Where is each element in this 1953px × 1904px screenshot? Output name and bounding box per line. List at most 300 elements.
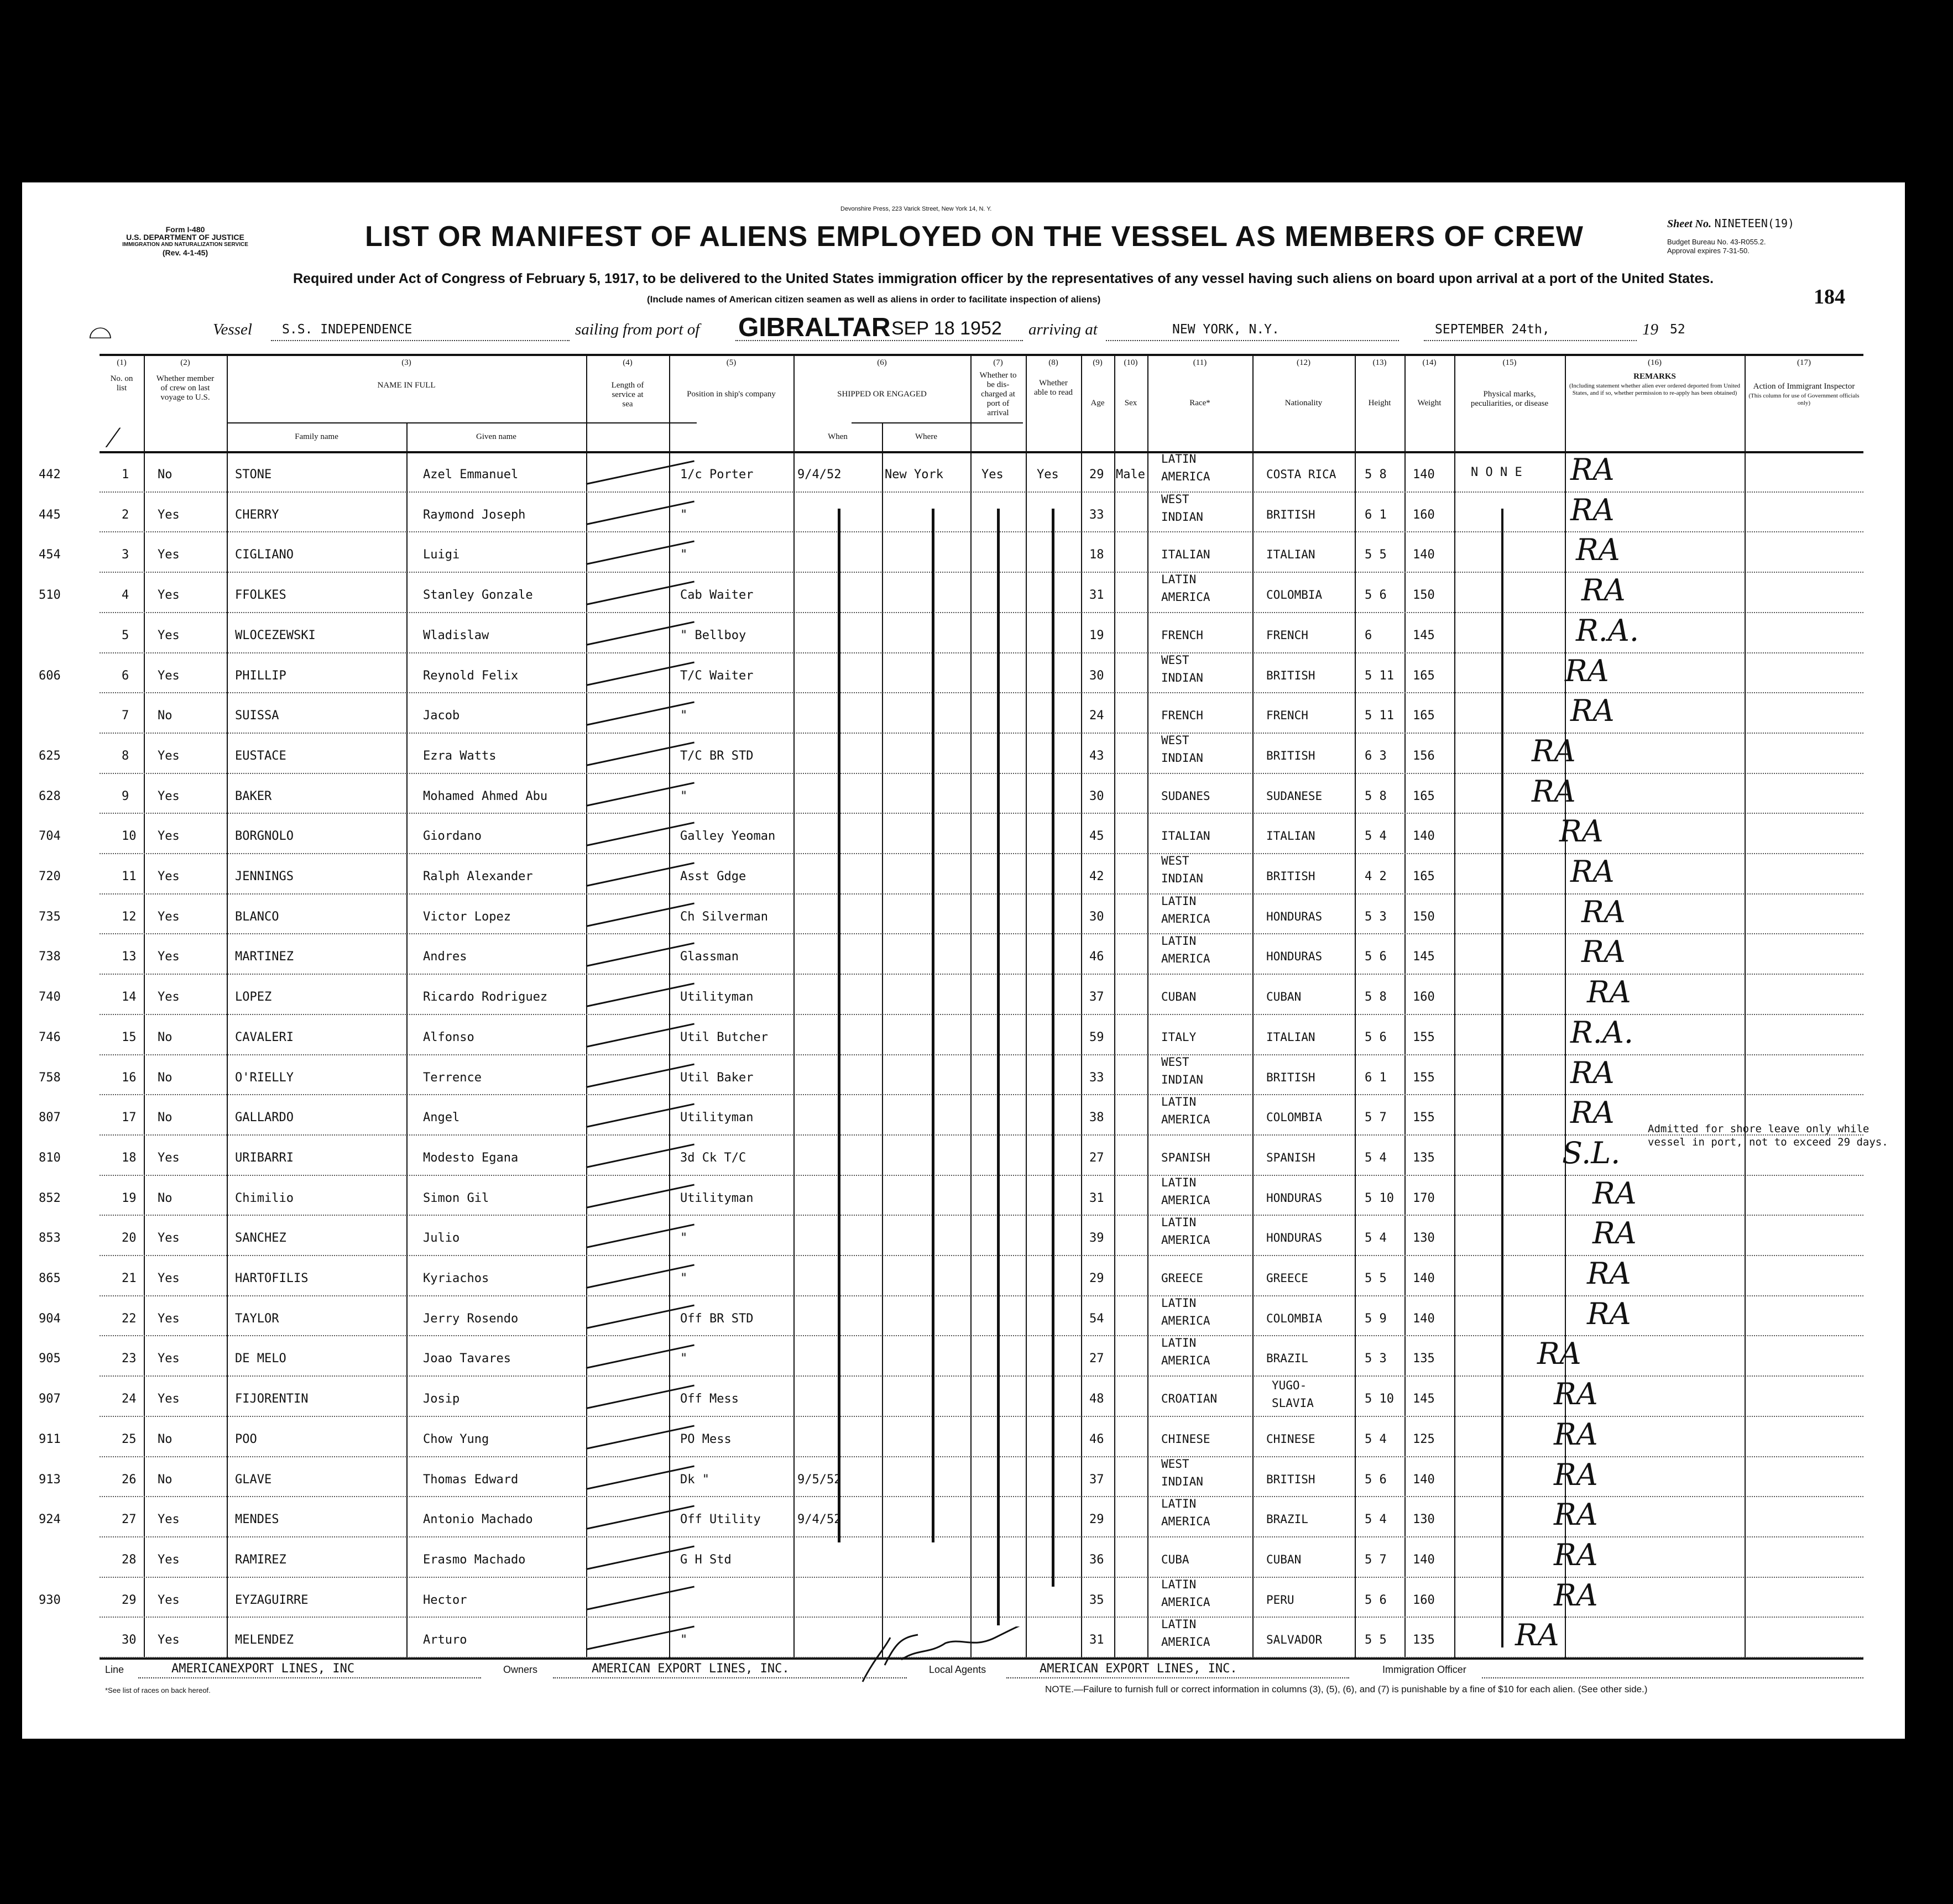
service-stroke xyxy=(586,1264,694,1289)
service-stroke xyxy=(586,1103,694,1128)
weight: 165 xyxy=(1413,668,1435,683)
race: LATIN xyxy=(1161,1095,1197,1109)
race: AMERICA xyxy=(1161,1113,1210,1127)
family-name: WLOCEZEWSKI xyxy=(235,628,316,642)
service-stroke xyxy=(586,1184,694,1209)
family-name: EUSTACE xyxy=(235,749,286,763)
family-name: MELENDEZ xyxy=(235,1633,294,1647)
race: CUBA xyxy=(1161,1552,1189,1566)
sex: Male xyxy=(1116,468,1145,482)
service-stroke xyxy=(586,1304,694,1329)
col-rule xyxy=(1454,354,1455,1659)
nationality: HONDURAS xyxy=(1266,1191,1323,1205)
age: 29 xyxy=(1089,1272,1104,1285)
race: INDIAN xyxy=(1161,510,1203,524)
remark-initials: RA xyxy=(1592,1175,1637,1211)
service-stroke xyxy=(586,1023,694,1048)
race: SPANISH xyxy=(1161,1150,1210,1164)
ditto-line xyxy=(1501,509,1503,1647)
list-number: 13 xyxy=(122,950,137,964)
ditto-line xyxy=(997,509,1000,1625)
nationality: ITALIAN xyxy=(1266,829,1315,843)
service-stroke xyxy=(586,1345,694,1369)
age: 35 xyxy=(1089,1593,1104,1607)
line-label: Line xyxy=(105,1664,124,1675)
remark-initials: RA xyxy=(1581,934,1626,970)
remark-initials: RA xyxy=(1570,693,1615,729)
position: Utilityman xyxy=(680,1111,754,1125)
form-number: Form I-480 xyxy=(165,225,205,234)
col-header-7: (7) Whether to be dis-charged at port of arrival xyxy=(979,358,1017,417)
line-value: AMERICANEXPORT LINES, INC xyxy=(171,1662,355,1676)
margin-reference-number: 924 xyxy=(39,1513,61,1527)
position: " xyxy=(680,548,688,562)
race: AMERICA xyxy=(1161,1595,1210,1609)
nationality: HONDURAS xyxy=(1266,950,1323,964)
service-stroke xyxy=(586,741,694,766)
list-number: 1 xyxy=(122,468,129,482)
list-number: 26 xyxy=(122,1472,137,1487)
inspector-signature xyxy=(852,1626,1034,1687)
page-number: 184 xyxy=(1814,285,1845,308)
family-name: BAKER xyxy=(235,789,272,803)
given-name: Thomas Edward xyxy=(423,1472,519,1487)
include-note: (Include names of American citizen seamen as well as aliens in order to facilitate inspection of aliens) xyxy=(647,294,1101,305)
given-name: Angel xyxy=(423,1111,460,1125)
remark-initials: RA xyxy=(1565,653,1609,688)
check-mark: ⌓ xyxy=(88,312,112,345)
race: GREECE xyxy=(1161,1272,1203,1285)
year-prefix: 19 xyxy=(1642,321,1658,338)
height: 5 4 xyxy=(1365,829,1387,844)
col-header-8: (8) Whether able to read xyxy=(1034,358,1073,397)
col-header-2: (2) Whether member of crew on last voyage to U.S. xyxy=(156,358,215,402)
nationality: CUBAN xyxy=(1266,1552,1302,1566)
rule xyxy=(852,422,1023,423)
list-number: 29 xyxy=(122,1593,137,1607)
year: 52 xyxy=(1670,322,1685,337)
given-name: Raymond Joseph xyxy=(423,508,526,522)
dotted-line xyxy=(1006,1677,1349,1678)
age: 30 xyxy=(1089,668,1104,683)
given-name: Jacob xyxy=(423,709,460,723)
penalty-note: NOTE.—Failure to furnish full or correct information in columns (3), (5), (6), and (7) is punishable by a fine of $10 for each alien. (See other side.) xyxy=(1045,1684,1648,1694)
list-number: 27 xyxy=(122,1513,137,1527)
family-name: CHERRY xyxy=(235,508,279,522)
position: " xyxy=(680,789,688,803)
last-voyage: Yes xyxy=(158,1392,180,1406)
arriving-label: arriving at xyxy=(1028,321,1098,338)
weight: 156 xyxy=(1413,749,1435,763)
height: 5 11 xyxy=(1365,668,1394,683)
height: 5 6 xyxy=(1365,588,1387,603)
margin-reference-number: 930 xyxy=(39,1593,61,1607)
list-number: 6 xyxy=(122,668,129,683)
last-voyage: Yes xyxy=(158,1272,180,1285)
remark-initials: RA xyxy=(1570,1095,1615,1131)
nationality: BRAZIL xyxy=(1266,1352,1308,1366)
margin-reference-number: 740 xyxy=(39,990,61,1005)
race: AMERICA xyxy=(1161,1354,1210,1368)
given-name: Chow Yung xyxy=(423,1432,489,1446)
last-voyage: No xyxy=(158,1191,173,1205)
given-name: Arturo xyxy=(423,1633,467,1647)
given-name: Josip xyxy=(423,1392,460,1406)
col-header-5: (5) Position in ship's company xyxy=(687,358,776,399)
list-number: 24 xyxy=(122,1392,137,1406)
sheet-value: NINETEEN(19) xyxy=(1714,217,1795,230)
nationality: HONDURAS xyxy=(1266,1231,1323,1245)
weight: 170 xyxy=(1413,1191,1435,1205)
margin-reference-number: 746 xyxy=(39,1030,61,1044)
margin-reference-number: 720 xyxy=(39,870,61,883)
margin-reference-number: 905 xyxy=(39,1352,61,1366)
list-number: 19 xyxy=(122,1191,137,1205)
crew-table xyxy=(39,354,1888,1659)
height: 5 6 xyxy=(1365,1030,1387,1044)
last-voyage: Yes xyxy=(158,870,180,883)
height: 6 1 xyxy=(1365,508,1387,522)
weight: 145 xyxy=(1413,628,1435,642)
last-voyage: No xyxy=(158,1472,173,1487)
position: " xyxy=(680,508,688,522)
vessel-label: Vessel xyxy=(213,321,252,338)
given-name: Luigi xyxy=(423,548,460,562)
service-stroke xyxy=(586,1586,694,1610)
margin-reference-number: 606 xyxy=(39,668,61,683)
position: Utilityman xyxy=(680,990,754,1005)
margin-reference-number: 852 xyxy=(39,1191,61,1205)
family-name: CIGLIANO xyxy=(235,548,294,562)
col-header-4: (4) Length of service at sea xyxy=(611,358,644,409)
remark-initials: RA xyxy=(1554,1377,1598,1412)
col-rule xyxy=(1026,354,1027,1659)
dotted-line xyxy=(138,1677,481,1678)
given-name: Simon Gil xyxy=(423,1191,489,1205)
races-note: *See list of races on back hereof. xyxy=(105,1686,211,1694)
list-number: 7 xyxy=(122,709,129,723)
position: Asst Gdge xyxy=(680,870,746,883)
last-voyage: Yes xyxy=(158,829,180,844)
service-stroke xyxy=(586,621,694,646)
ditto-line xyxy=(932,509,934,1542)
family-name: FFOLKES xyxy=(235,588,286,603)
service-stroke xyxy=(586,902,694,927)
dotted-line xyxy=(271,340,570,341)
weight: 125 xyxy=(1413,1432,1435,1446)
race: WEST xyxy=(1161,492,1189,506)
given-name: Wladislaw xyxy=(423,628,489,642)
nationality: BRITISH xyxy=(1266,508,1315,521)
nationality: FRENCH xyxy=(1266,628,1308,642)
race: LATIN xyxy=(1161,452,1197,465)
age: 19 xyxy=(1089,628,1104,642)
height: 5 3 xyxy=(1365,1352,1387,1366)
list-number: 25 xyxy=(122,1432,137,1446)
race: AMERICA xyxy=(1161,1515,1210,1529)
given-name: Alfonso xyxy=(423,1030,474,1044)
race: LATIN xyxy=(1161,1336,1197,1350)
department: U.S. DEPARTMENT OF JUSTICE xyxy=(126,233,244,242)
nationality: SALVADOR xyxy=(1266,1633,1323,1647)
race: ITALY xyxy=(1161,1030,1197,1044)
given-name: Giordano xyxy=(423,829,482,844)
agents-value: AMERICAN EXPORT LINES, INC. xyxy=(1040,1662,1237,1676)
dotted-line xyxy=(1424,340,1637,341)
height: 5 5 xyxy=(1365,1272,1387,1285)
race: AMERICA xyxy=(1161,470,1210,483)
remark-initials: RA xyxy=(1559,814,1604,849)
height: 5 7 xyxy=(1365,1552,1387,1567)
shore-leave-note: Admitted for shore leave only while vessel in port, not to exceed 29 days. xyxy=(1648,1122,1888,1148)
height: 5 3 xyxy=(1365,909,1387,924)
col-rule xyxy=(1252,354,1254,1659)
height: 5 5 xyxy=(1365,1633,1387,1647)
last-voyage: Yes xyxy=(158,1593,180,1607)
col-header-12: (12) Nationality xyxy=(1284,358,1323,407)
shipped-when: 9/5/52 xyxy=(797,1472,842,1487)
remark-initials: RA xyxy=(1592,1216,1637,1251)
col-header-1: (1) No. on list xyxy=(110,358,133,393)
nationality: BRITISH xyxy=(1266,668,1315,682)
list-number: 28 xyxy=(122,1552,137,1567)
col-rule xyxy=(144,354,145,1659)
margin-reference-number: 907 xyxy=(39,1392,61,1406)
margin-reference-number: 911 xyxy=(39,1432,61,1446)
list-number: 20 xyxy=(122,1231,137,1246)
family-name: POO xyxy=(235,1432,257,1446)
race: ITALIAN xyxy=(1161,548,1210,562)
race: FRENCH xyxy=(1161,709,1203,723)
race: INDIAN xyxy=(1161,751,1203,765)
list-number: 12 xyxy=(122,909,137,924)
family-name: MENDES xyxy=(235,1513,279,1527)
position: Off BR STD xyxy=(680,1311,754,1326)
age: 42 xyxy=(1089,870,1104,883)
footer xyxy=(22,1660,1905,1737)
age: 37 xyxy=(1089,1472,1104,1487)
dotted-line xyxy=(735,340,1023,341)
weight: 160 xyxy=(1413,990,1435,1005)
given-name: Hector xyxy=(423,1593,467,1607)
age: 45 xyxy=(1089,829,1104,844)
given-name: Reynold Felix xyxy=(423,668,519,683)
age: 54 xyxy=(1089,1311,1104,1326)
remark-initials: RA xyxy=(1554,1416,1598,1452)
weight: 155 xyxy=(1413,1111,1435,1125)
remark-initials: RA xyxy=(1570,1055,1615,1090)
manifest-sheet xyxy=(22,182,1905,1739)
last-voyage: Yes xyxy=(158,548,180,562)
last-voyage: Yes xyxy=(158,628,180,642)
height: 5 6 xyxy=(1365,1472,1387,1487)
given-name: Jerry Rosendo xyxy=(423,1311,519,1326)
nationality: COLOMBIA xyxy=(1266,588,1323,602)
nationality: GREECE xyxy=(1266,1272,1308,1285)
weight: 140 xyxy=(1413,829,1435,844)
budget-info xyxy=(1667,238,1850,255)
margin-reference-number: 735 xyxy=(39,909,61,924)
service-stroke xyxy=(586,1385,694,1410)
col-rule xyxy=(227,354,228,1659)
race: WEST xyxy=(1161,653,1189,667)
race: WEST xyxy=(1161,1457,1189,1471)
margin-reference-number: 807 xyxy=(39,1111,61,1125)
family-name: RAMIREZ xyxy=(235,1552,286,1567)
service-stroke xyxy=(586,541,694,566)
family-name: GALLARDO xyxy=(235,1111,294,1125)
arrival-port: NEW YORK, N.Y. xyxy=(1172,322,1280,337)
race: SUDANES xyxy=(1161,789,1210,803)
shipped-when: 9/4/52 xyxy=(797,1513,842,1527)
race: AMERICA xyxy=(1161,1233,1210,1247)
family-name: O'RIELLY xyxy=(235,1070,294,1085)
height: 5 6 xyxy=(1365,950,1387,964)
given-name-header: Given name xyxy=(476,432,516,441)
given-name: Terrence xyxy=(423,1070,482,1085)
list-number: 18 xyxy=(122,1150,137,1165)
margin-reference-number: 445 xyxy=(39,508,61,522)
nationality: BRAZIL xyxy=(1266,1513,1308,1526)
list-number: 2 xyxy=(122,508,129,522)
weight: 140 xyxy=(1413,1311,1435,1326)
age: 37 xyxy=(1089,990,1104,1005)
height: 6 xyxy=(1365,628,1372,642)
shipped-where: New York xyxy=(885,468,943,482)
row-separator xyxy=(100,733,1863,734)
position: " xyxy=(680,1272,688,1285)
family-name: STONE xyxy=(235,468,272,482)
service-stroke xyxy=(586,1545,694,1570)
race: CUBAN xyxy=(1161,990,1197,1004)
owners-value: AMERICAN EXPORT LINES, INC. xyxy=(592,1662,790,1676)
col-header-16: (16) REMARKS (Including statement whether alien ever ordered deported from United States, and if so, whether permission to re-apply has been obtained) xyxy=(1569,358,1741,396)
race: CROATIAN xyxy=(1161,1392,1218,1406)
sheet-label: Sheet No. xyxy=(1667,218,1711,230)
weight: 140 xyxy=(1413,1272,1435,1285)
weight: 155 xyxy=(1413,1030,1435,1044)
age: 39 xyxy=(1089,1231,1104,1246)
remark-initials: RA xyxy=(1554,1537,1598,1572)
remark-initials: RA xyxy=(1554,1497,1598,1532)
weight: 145 xyxy=(1413,950,1435,964)
col-rule xyxy=(1147,354,1148,1659)
remark-initials: RA xyxy=(1581,894,1626,929)
remark-initials: RA xyxy=(1515,1618,1559,1653)
last-voyage: Yes xyxy=(158,1231,180,1246)
race: WEST xyxy=(1161,854,1189,867)
age: 46 xyxy=(1089,950,1104,964)
list-number: 11 xyxy=(122,870,137,883)
shipped-when: 9/4/52 xyxy=(797,468,842,482)
col-header-13: (13) Height xyxy=(1368,358,1391,407)
requirement-statement: Required under Act of Congress of February 5, 1917, to be delivered to the United States immigration officer by the representatives of any vessel having such aliens on board upon arrival at a port of the United States. xyxy=(293,271,1714,286)
row-separator xyxy=(100,1416,1863,1417)
age: 30 xyxy=(1089,789,1104,803)
list-number: 17 xyxy=(122,1111,137,1125)
last-voyage: Yes xyxy=(158,909,180,924)
col-header-3: (3) NAME IN FULL xyxy=(377,358,436,390)
age: 27 xyxy=(1089,1150,1104,1165)
age: 31 xyxy=(1089,1191,1104,1205)
age: 43 xyxy=(1089,749,1104,763)
row-separator xyxy=(100,1577,1863,1578)
margin-reference-number: 625 xyxy=(39,749,61,763)
nationality: HONDURAS xyxy=(1266,909,1323,923)
sheet-number xyxy=(1667,217,1794,231)
age: 27 xyxy=(1089,1352,1104,1366)
position: PO Mess xyxy=(680,1432,732,1446)
printer-imprint: Devonshire Press, 223 Varick Street, New York 14, N. Y. xyxy=(840,206,992,212)
remark-initials: RA xyxy=(1587,1256,1631,1291)
age: 29 xyxy=(1089,1513,1104,1527)
weight: 130 xyxy=(1413,1231,1435,1246)
race: CHINESE xyxy=(1161,1432,1210,1446)
age: 31 xyxy=(1089,588,1104,603)
col-rule xyxy=(1404,354,1406,1659)
owners-label: Owners xyxy=(503,1664,538,1675)
list-number: 14 xyxy=(122,990,137,1005)
family-name: Chimilio xyxy=(235,1191,294,1205)
height: 6 3 xyxy=(1365,749,1387,763)
margin-reference-number: 865 xyxy=(39,1272,61,1285)
list-number: 5 xyxy=(122,628,129,642)
dotted-line xyxy=(1482,1677,1863,1678)
given-name: Ralph Alexander xyxy=(423,870,533,883)
family-name: HARTOFILIS xyxy=(235,1272,309,1285)
margin-reference-number: 853 xyxy=(39,1231,61,1246)
list-number: 10 xyxy=(122,829,137,844)
service-stroke xyxy=(586,782,694,807)
position: Ch Silverman xyxy=(680,909,768,924)
height: 5 8 xyxy=(1365,990,1387,1005)
given-name: Ricardo Rodriguez xyxy=(423,990,548,1005)
sailing-port: GIBRALTAR xyxy=(738,313,891,342)
race: WEST xyxy=(1161,1055,1189,1069)
race: ITALIAN xyxy=(1161,829,1210,843)
race: LATIN xyxy=(1161,1296,1197,1310)
given-name: Mohamed Ahmed Abu xyxy=(423,789,548,803)
given-name: Julio xyxy=(423,1231,460,1246)
height: 5 4 xyxy=(1365,1432,1387,1446)
margin-reference-number: 704 xyxy=(39,829,61,844)
nationality: BRITISH xyxy=(1266,749,1315,762)
remark-initials: RA xyxy=(1570,452,1615,487)
race: LATIN xyxy=(1161,1497,1197,1511)
family-name: TAYLOR xyxy=(235,1311,279,1326)
arrival-date: SEPTEMBER 24th, xyxy=(1435,322,1550,337)
nationality: BRITISH xyxy=(1266,870,1315,883)
position: Util Butcher xyxy=(680,1030,768,1044)
nationality: SPANISH xyxy=(1266,1150,1315,1164)
last-voyage: Yes xyxy=(158,588,180,603)
position: T/C Waiter xyxy=(680,668,754,683)
col-header-6: (6) SHIPPED OR ENGAGED xyxy=(837,358,927,399)
family-name: SUISSA xyxy=(235,709,279,723)
weight: 135 xyxy=(1413,1150,1435,1165)
age: 29 xyxy=(1089,468,1104,482)
list-number: 15 xyxy=(122,1030,137,1044)
race: INDIAN xyxy=(1161,872,1203,885)
approval: Approval expires 7-31-50. xyxy=(1667,247,1750,255)
position: Cab Waiter xyxy=(680,588,754,603)
family-name: MARTINEZ xyxy=(235,950,294,964)
height: 5 6 xyxy=(1365,1593,1387,1607)
ditto-line xyxy=(1052,509,1054,1587)
list-number: 3 xyxy=(122,548,129,562)
last-voyage: Yes xyxy=(158,789,180,803)
race: AMERICA xyxy=(1161,1314,1210,1327)
